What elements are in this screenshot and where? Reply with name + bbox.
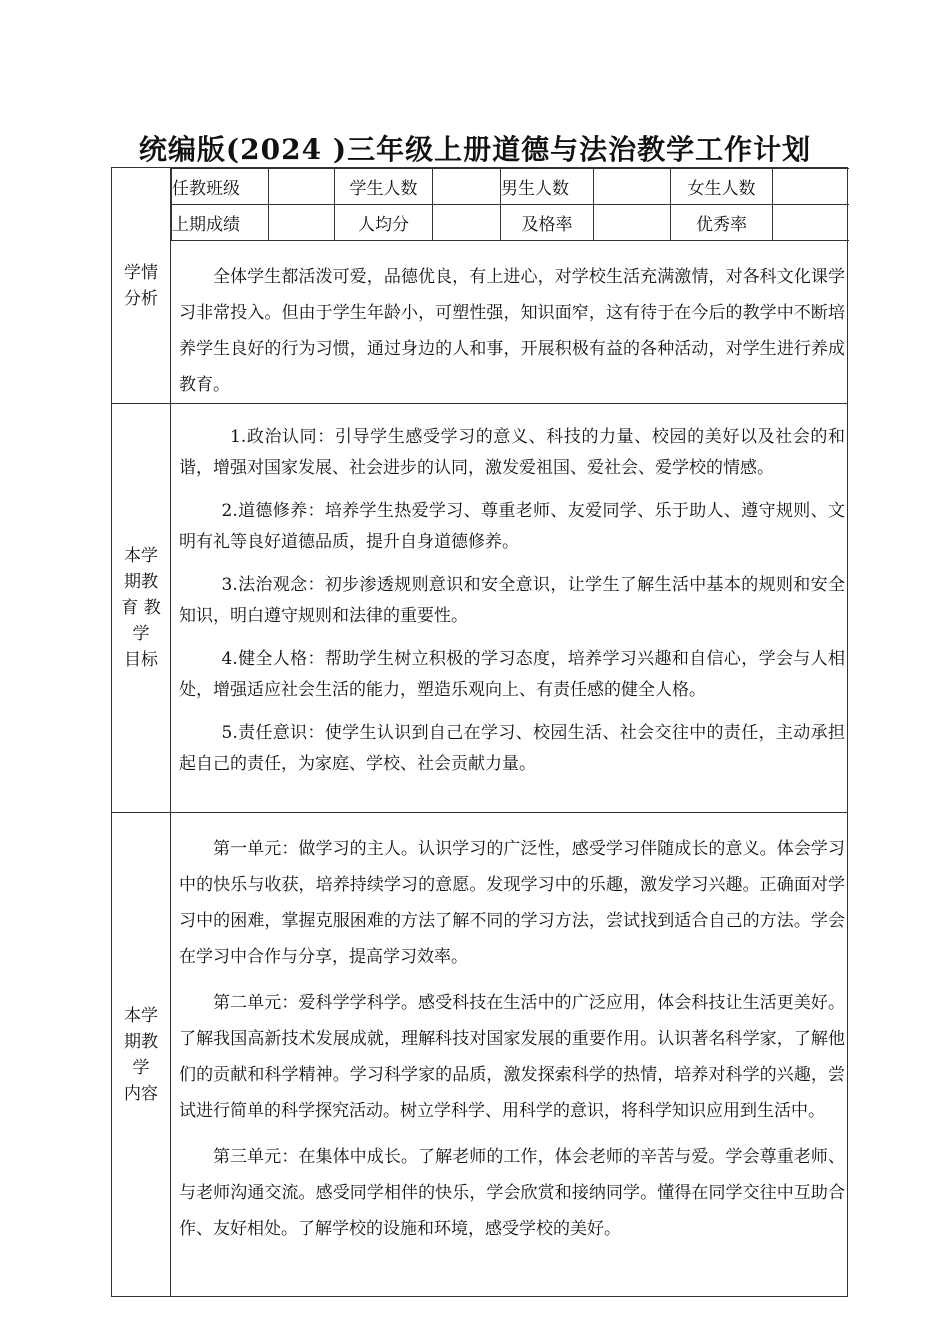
info-cell: 上期成绩 <box>172 205 269 241</box>
info-cell: 男生人数 <box>501 169 594 205</box>
goal-item: 5.责任意识：使学生认识到自己在学习、校园生活、社会交往中的责任，主动承担起自己的责任，为家庭、学校、社会贡献力量。 <box>179 723 845 774</box>
info-cell: 学生人数 <box>335 169 433 205</box>
plan-table <box>111 167 848 1297</box>
info-cell: 任教班级 <box>172 169 269 205</box>
info-value[interactable] <box>594 205 671 241</box>
goal-item: 4.健全人格：帮助学生树立积极的学习态度，培养学习兴趣和自信心，学会与人相处，增强适应社会生活的能力，塑造乐观向上、有责任感的健全人格。 <box>179 649 845 700</box>
info-value[interactable] <box>269 205 335 241</box>
info-value[interactable] <box>773 205 849 241</box>
unit-item: 第三单元：在集体中成长。了解老师的工作，体会老师的辛苦与爱。学会尊重老师、与老师沟通交流。感受同学相伴的快乐，学会欣赏和接纳同学。懂得在同学交往中互助合作、友好相处。了解学校的设施和环境，感受学校的美好。 <box>179 1147 845 1239</box>
goal-item: 1.政治认同：引导学生感受学习的意义、科技的力量、校园的美好以及社会的和谐，增强对国家发展、社会进步的认同，激发爱祖国、爱社会、爱学校的情感。 <box>179 427 845 478</box>
class-info-table <box>171 168 849 241</box>
goal-item: 2.道德修养：培养学生热爱学习、尊重老师、友爱同学、乐于助人、遵守规则、文明有礼等良好道德品质，提升自身道德修养。 <box>179 501 845 552</box>
info-value[interactable] <box>773 169 849 205</box>
info-value[interactable] <box>433 205 501 241</box>
analysis-text: 全体学生都活泼可爱，品德优良，有上进心，对学校生活充满激情，对各科文化课学习非常投入。但由于学生年龄小，可塑性强，知识面窄，这有待于在今后的教学中不断培养学生良好的行为习惯，通过身边的人和事，开展积极有益的各种活动，对学生进行养成教育。 <box>179 267 845 395</box>
info-cell: 女生人数 <box>671 169 773 205</box>
goal-item: 3.法治观念：初步渗透规则意识和安全意识，让学生了解生活中基本的规则和安全知识，明白遵守规则和法律的重要性。 <box>179 575 845 626</box>
info-value[interactable] <box>594 169 671 205</box>
info-cell: 人均分 <box>335 205 433 241</box>
info-value[interactable] <box>269 169 335 205</box>
unit-item: 第一单元：做学习的主人。认识学习的广泛性，感受学习伴随成长的意义。体会学习中的快乐与收获，培养持续学习的意愿。发现学习中的乐趣，激发学习兴趣。正确面对学习中的困难，掌握克服困难的方法了解不同的学习方法，尝试找到适合自己的方法。学会在学习中合作与分享，提高学习效率。 <box>179 839 845 967</box>
unit-item: 第二单元：爱科学学科学。感受科技在生活中的广泛应用，体会科技让生活更美好。了解我国高新技术发展成就，理解科技对国家发展的重要作用。认识著名科学家，了解他们的贡献和科学精神。学习科学家的品质，激发探索科学的热情，培养对科学的兴趣，尝试进行简单的科学探究活动。树立学科学、用科学的意识，将科学知识应用到生活中。 <box>179 993 845 1121</box>
info-cell: 优秀率 <box>671 205 773 241</box>
goals-label: 本学 期教 育 教 学 目标 <box>112 404 171 813</box>
info-value[interactable] <box>433 169 501 205</box>
document-title: 统编版(2024 )三年级上册道德与法治教学工作计划 <box>138 133 812 166</box>
content-label: 本学 期教 学 内容 <box>112 813 171 1297</box>
analysis-label: 学情 分析 <box>112 168 171 404</box>
info-cell: 及格率 <box>501 205 594 241</box>
